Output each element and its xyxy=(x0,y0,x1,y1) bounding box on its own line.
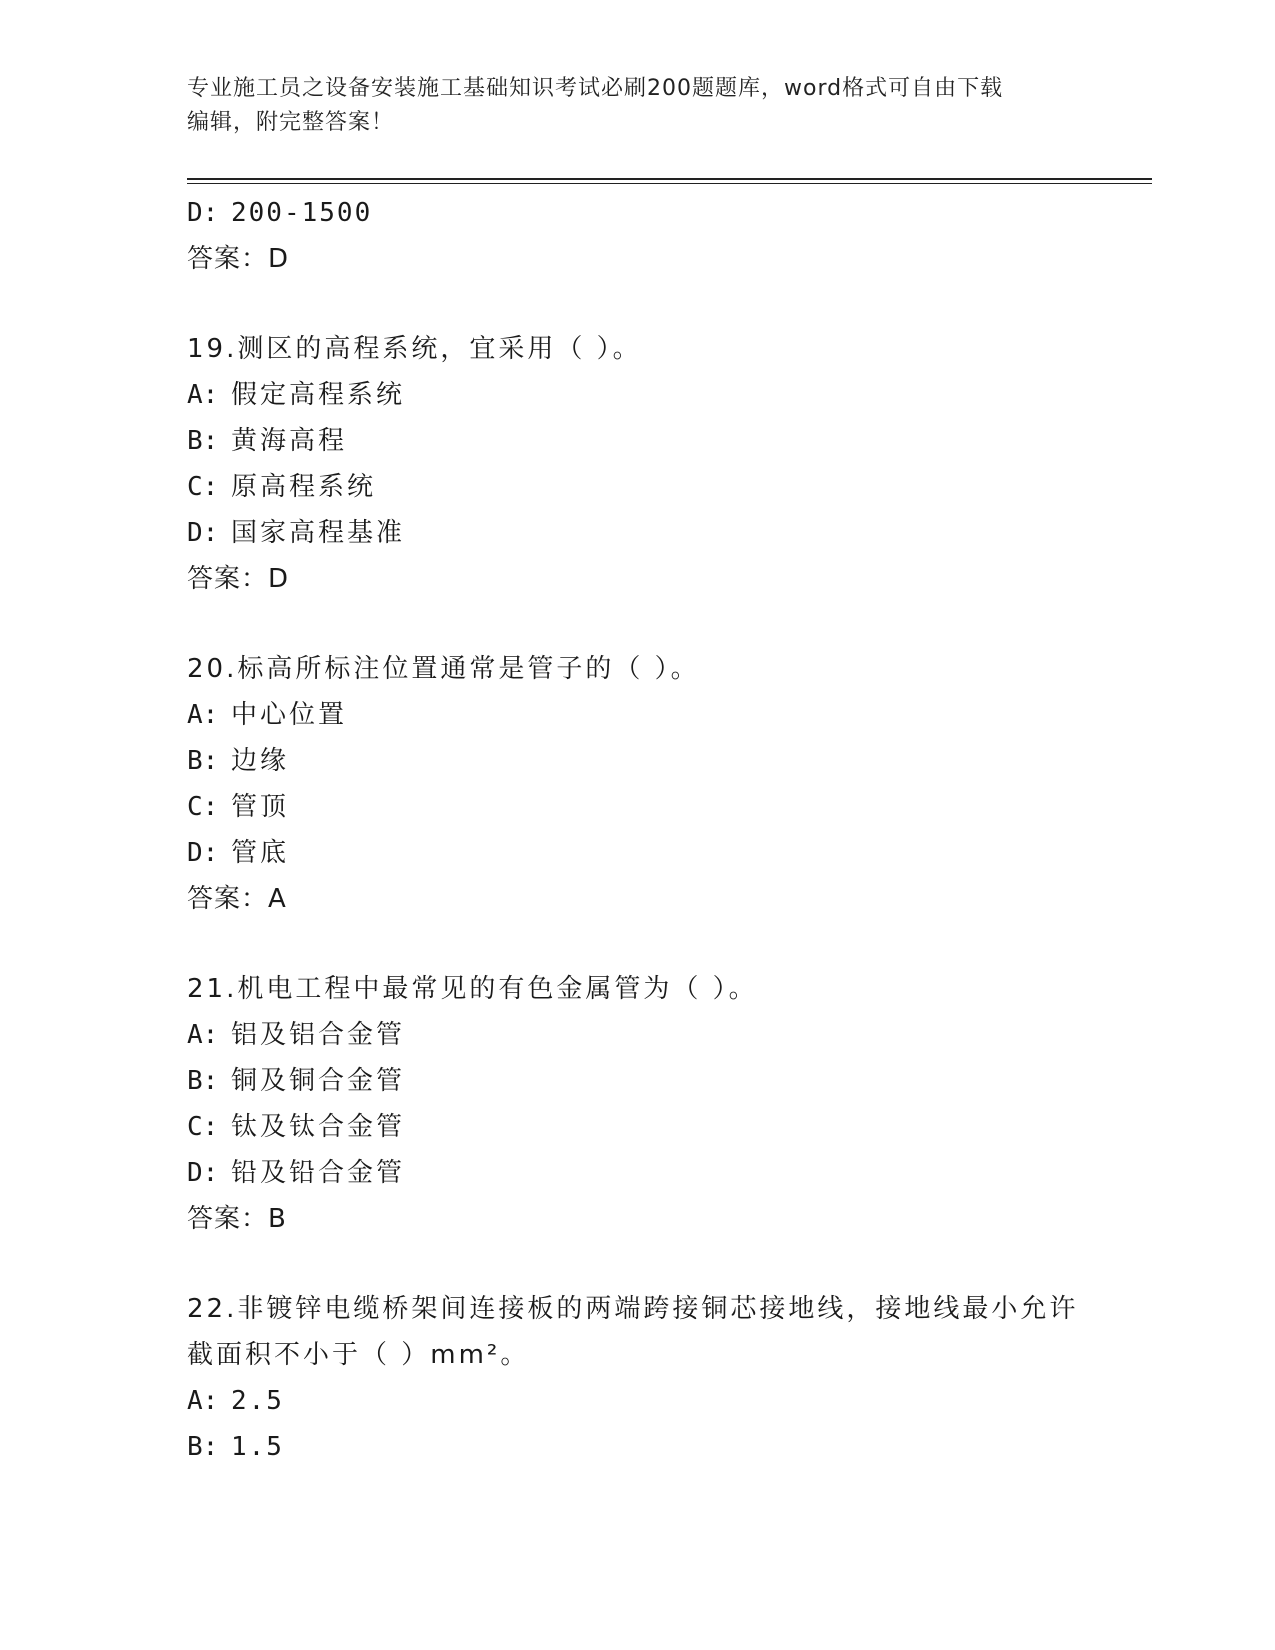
option-text: 200-1500 xyxy=(231,198,373,228)
option-key: C: xyxy=(187,1112,219,1142)
option-d xyxy=(187,830,1137,876)
option-key: B: xyxy=(187,1432,219,1462)
option-b xyxy=(187,738,1137,784)
option-key: A: xyxy=(187,700,219,730)
option-a xyxy=(187,692,1137,738)
header-divider-thin xyxy=(187,183,1152,184)
option-key: A: xyxy=(187,380,219,410)
option-key: B: xyxy=(187,1066,219,1096)
option-text: 钛及钛合金管 xyxy=(231,1112,406,1142)
option-text: 1.5 xyxy=(231,1432,284,1462)
option-b xyxy=(187,418,1137,464)
answer-line: 答案：B xyxy=(187,1204,287,1234)
option-a xyxy=(187,1378,1137,1424)
question-title: 21.机电工程中最常见的有色金属管为（ ）。 xyxy=(187,974,758,1004)
option-b xyxy=(187,1424,1137,1470)
question-title-line-2: 截面积不小于（ ）mm²。 xyxy=(187,1340,530,1370)
option-c xyxy=(187,1104,1137,1150)
option-key: A: xyxy=(187,1386,219,1416)
option-key: D: xyxy=(187,198,219,228)
option-text: 中心位置 xyxy=(231,700,348,730)
question-title: 19.测区的高程系统，宜采用（ ）。 xyxy=(187,334,642,364)
option-c xyxy=(187,464,1137,510)
question-title: 20.标高所标注位置通常是管子的（ ）。 xyxy=(187,654,700,684)
option-a xyxy=(187,1012,1137,1058)
option-a xyxy=(187,372,1137,418)
option-key: B: xyxy=(187,746,219,776)
document-header xyxy=(187,72,1067,140)
answer-line: 答案：A xyxy=(187,884,287,914)
option-text: 管顶 xyxy=(231,792,290,822)
option-key: A: xyxy=(187,1020,219,1050)
answer-line: 答案：D xyxy=(187,564,290,594)
question-list xyxy=(187,190,1137,1470)
option-text: 边缘 xyxy=(231,746,290,776)
option-key: D: xyxy=(187,838,219,868)
option-b xyxy=(187,1058,1137,1104)
option-key: B: xyxy=(187,426,219,456)
option-text: 黄海高程 xyxy=(231,426,348,456)
option-c xyxy=(187,784,1137,830)
option-key: D: xyxy=(187,1158,219,1188)
option-text: 铝及铝合金管 xyxy=(231,1020,406,1050)
option-d xyxy=(187,190,1137,236)
header-divider-thick xyxy=(187,178,1152,180)
option-text: 2.5 xyxy=(231,1386,284,1416)
option-text: 假定高程系统 xyxy=(231,380,406,410)
header-line-2: 编辑，附完整答案！ xyxy=(187,110,395,135)
option-d xyxy=(187,1150,1137,1196)
option-key: C: xyxy=(187,472,219,502)
answer-line: 答案：D xyxy=(187,244,290,274)
option-key: C: xyxy=(187,792,219,822)
option-text: 国家高程基准 xyxy=(231,518,406,548)
option-key: D: xyxy=(187,518,219,548)
option-text: 原高程系统 xyxy=(231,472,377,502)
option-text: 铅及铅合金管 xyxy=(231,1158,406,1188)
option-text: 铜及铜合金管 xyxy=(231,1066,406,1096)
option-text: 管底 xyxy=(231,838,290,868)
question-title-line-1: 22.非镀锌电缆桥架间连接板的两端跨接铜芯接地线，接地线最小允许 xyxy=(187,1294,1079,1324)
header-line-1: 专业施工员之设备安装施工基础知识考试必刷200题题库，word格式可自由下载 xyxy=(187,76,1004,101)
option-d xyxy=(187,510,1137,556)
